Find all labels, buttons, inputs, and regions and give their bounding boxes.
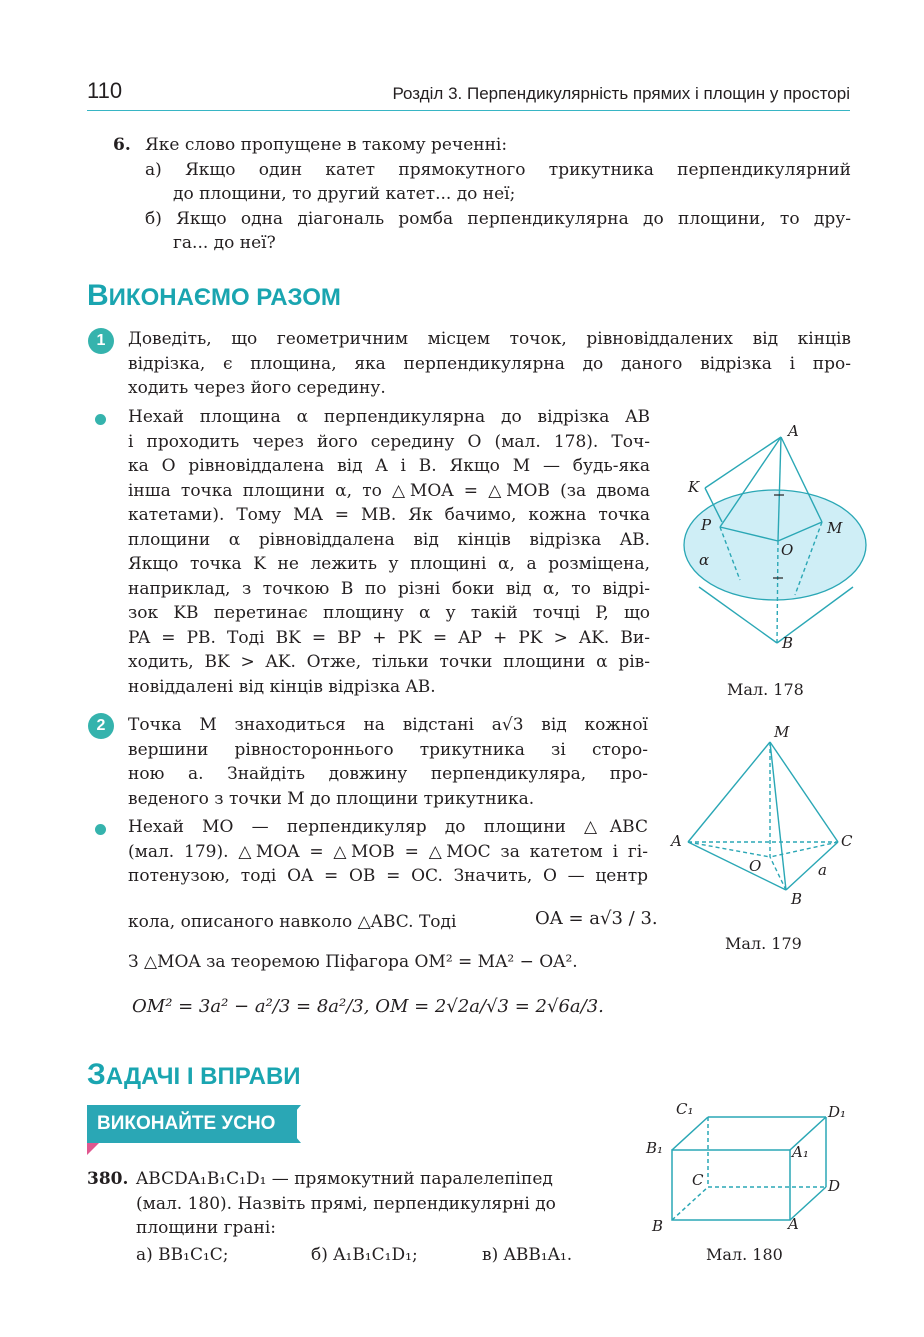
label-D1: D₁: [828, 1103, 847, 1121]
solution-line: інша точка площини α, то △MOA = △MOB (за двома: [128, 480, 650, 501]
heading-rest: АДАЧІ І ВПРАВИ: [105, 1063, 301, 1090]
figure-180: [640, 1095, 855, 1245]
label-M: M: [827, 519, 843, 537]
section-heading-tasks: [87, 1058, 301, 1092]
task-1-solution: [128, 405, 650, 699]
task-badge-2: 2: [88, 713, 114, 739]
task-line: Точка M знаходиться на відстані a√3 від кожної: [128, 715, 648, 735]
question-number: 6.: [113, 135, 131, 155]
label-a: a: [818, 861, 827, 879]
option-b: б) A₁B₁C₁D₁;: [311, 1245, 418, 1265]
solution-line: Якщо точка K не лежить у площині α, а розміщена,: [128, 554, 650, 574]
task-line: (мал. 180). Назвіть прямі, перпендикулярні до: [136, 1193, 556, 1214]
question-line: а) Якщо один катет прямокутного трикутника перпендикулярний: [145, 159, 851, 180]
task-line: відрізка, є площина, яка перпендикулярна до даного відрізка і про-: [128, 353, 851, 374]
solution-line: Нехай MO — перпендикуляр до площини △ABC: [128, 817, 648, 837]
figure-179: [668, 720, 868, 915]
task-380: [136, 1167, 612, 1241]
label-A: A: [788, 422, 799, 440]
label-B: B: [782, 634, 794, 652]
label-B: B: [652, 1217, 664, 1235]
solution-bullet: [95, 824, 106, 835]
question-line: га... до неї?: [173, 233, 276, 253]
figure-caption: Мал. 179: [725, 934, 802, 953]
formula-om: OM² = 3a² − a²/3 = 8a²/3, OM = 2√2a/√3 = 2√6a/3.: [132, 996, 604, 1017]
page-number: 110: [87, 78, 123, 103]
solution-line: PA = PB. Тоді BK = BP + PK = AP + PK > AK. Ви-: [128, 627, 650, 648]
task-badge-1: 1: [88, 328, 114, 354]
solution-line: наприклад, з точкою B по різні боки від α, то відрі-: [128, 578, 650, 599]
label-D: D: [828, 1177, 841, 1195]
option-c: в) ABB₁A₁.: [482, 1245, 573, 1265]
solution-line: ка O рівновіддалена від A і B. Якщо M — будь-яка: [128, 456, 650, 476]
label-M: M: [774, 723, 790, 741]
label-A: A: [788, 1215, 799, 1233]
task-line: площини грані:: [136, 1218, 276, 1238]
solution-line: зок KB перетинає площину α у такій точці P, що: [128, 603, 650, 623]
question-line: Яке слово пропущене в такому реченні:: [145, 135, 508, 155]
solution-line: катетами). Тому MA = MB. Як бачимо, кожна точка: [128, 505, 650, 525]
label-O: O: [749, 857, 762, 875]
task-line: ною a. Знайдіть довжину перпендикуляра, про-: [128, 764, 648, 784]
band-arrow: [285, 1105, 301, 1143]
solution-line: Нехай площина α перпендикулярна до відрізка AB: [128, 407, 650, 427]
task-number: 380.: [87, 1169, 129, 1189]
task-2-statement: [128, 713, 648, 811]
header-rule: [87, 110, 850, 111]
label-O: O: [781, 541, 794, 559]
heading-initial: В: [87, 279, 109, 312]
label-C: C: [841, 832, 853, 850]
oral-exercises-band: ВИКОНАЙТЕ УСНО: [87, 1105, 297, 1143]
solution-line: ходить, BK > AK. Отже, тільки точки площини α рів-: [128, 652, 650, 672]
task-line: вершини рівностороннього трикутника зі сторо-: [128, 739, 648, 760]
solution-bullet: [95, 414, 106, 425]
label-B1: B₁: [646, 1139, 664, 1157]
heading-initial: З: [87, 1058, 106, 1091]
figure-caption: Мал. 180: [706, 1245, 783, 1264]
solution-line: кола, описаного навколо △ABC. Тоді: [128, 912, 457, 932]
solution-line: новіддалені від кінців відрізка AB.: [128, 676, 436, 697]
solution-line: і проходить через його середину O (мал. 178). Точ-: [128, 431, 650, 452]
task-line: веденого з точки M до площини трикутника.: [128, 788, 535, 809]
plane-alpha: [684, 490, 866, 600]
task-2-solution: [128, 815, 648, 889]
label-C: C: [692, 1171, 704, 1189]
solution-line: (мал. 179). △MOA = △MOB = △MOC за катетом і гі-: [128, 841, 648, 862]
solution-line: З △MOA за теоремою Піфагора OM² = MA² − OA².: [128, 952, 578, 972]
option-a: а) BB₁C₁C;: [136, 1245, 229, 1265]
task-1-statement: [128, 327, 851, 401]
label-K: K: [688, 478, 700, 496]
running-header: Розділ 3. Перпендикулярність прямих і площин у просторі: [392, 84, 850, 103]
heading-rest: ИКОНАЄМО РАЗОМ: [108, 284, 341, 311]
task-line: Доведіть, що геометричним місцем точок, рівновіддалених від кінців: [128, 329, 851, 349]
label-A: A: [671, 832, 682, 850]
question-line: до площини, то другий катет... до неї;: [173, 184, 516, 204]
figure-178: [670, 415, 870, 705]
label-alpha: α: [699, 551, 710, 569]
question-line: б) Якщо одна діагональ ромба перпендикулярна до площини, то дру-: [145, 208, 851, 229]
band-fold: [87, 1143, 99, 1155]
formula-oa: OA = a√3 / 3.: [535, 908, 658, 929]
task-line: ходить через його середину.: [128, 378, 386, 398]
solution-line: площини α рівновіддалена від кінців відрізка AB.: [128, 529, 650, 550]
question-6: [145, 133, 851, 256]
label-B: B: [791, 890, 803, 908]
task-line: ABCDA₁B₁C₁D₁ — прямокутний паралелепіпед: [136, 1169, 553, 1189]
label-C1: C₁: [676, 1100, 694, 1118]
label-A1: A₁: [792, 1143, 809, 1161]
label-P: P: [701, 516, 712, 534]
figure-caption: Мал. 178: [727, 680, 804, 699]
solution-line: потенузою, тоді OA = OB = OC. Значить, O — центр: [128, 866, 648, 886]
section-heading-together: [87, 279, 341, 313]
